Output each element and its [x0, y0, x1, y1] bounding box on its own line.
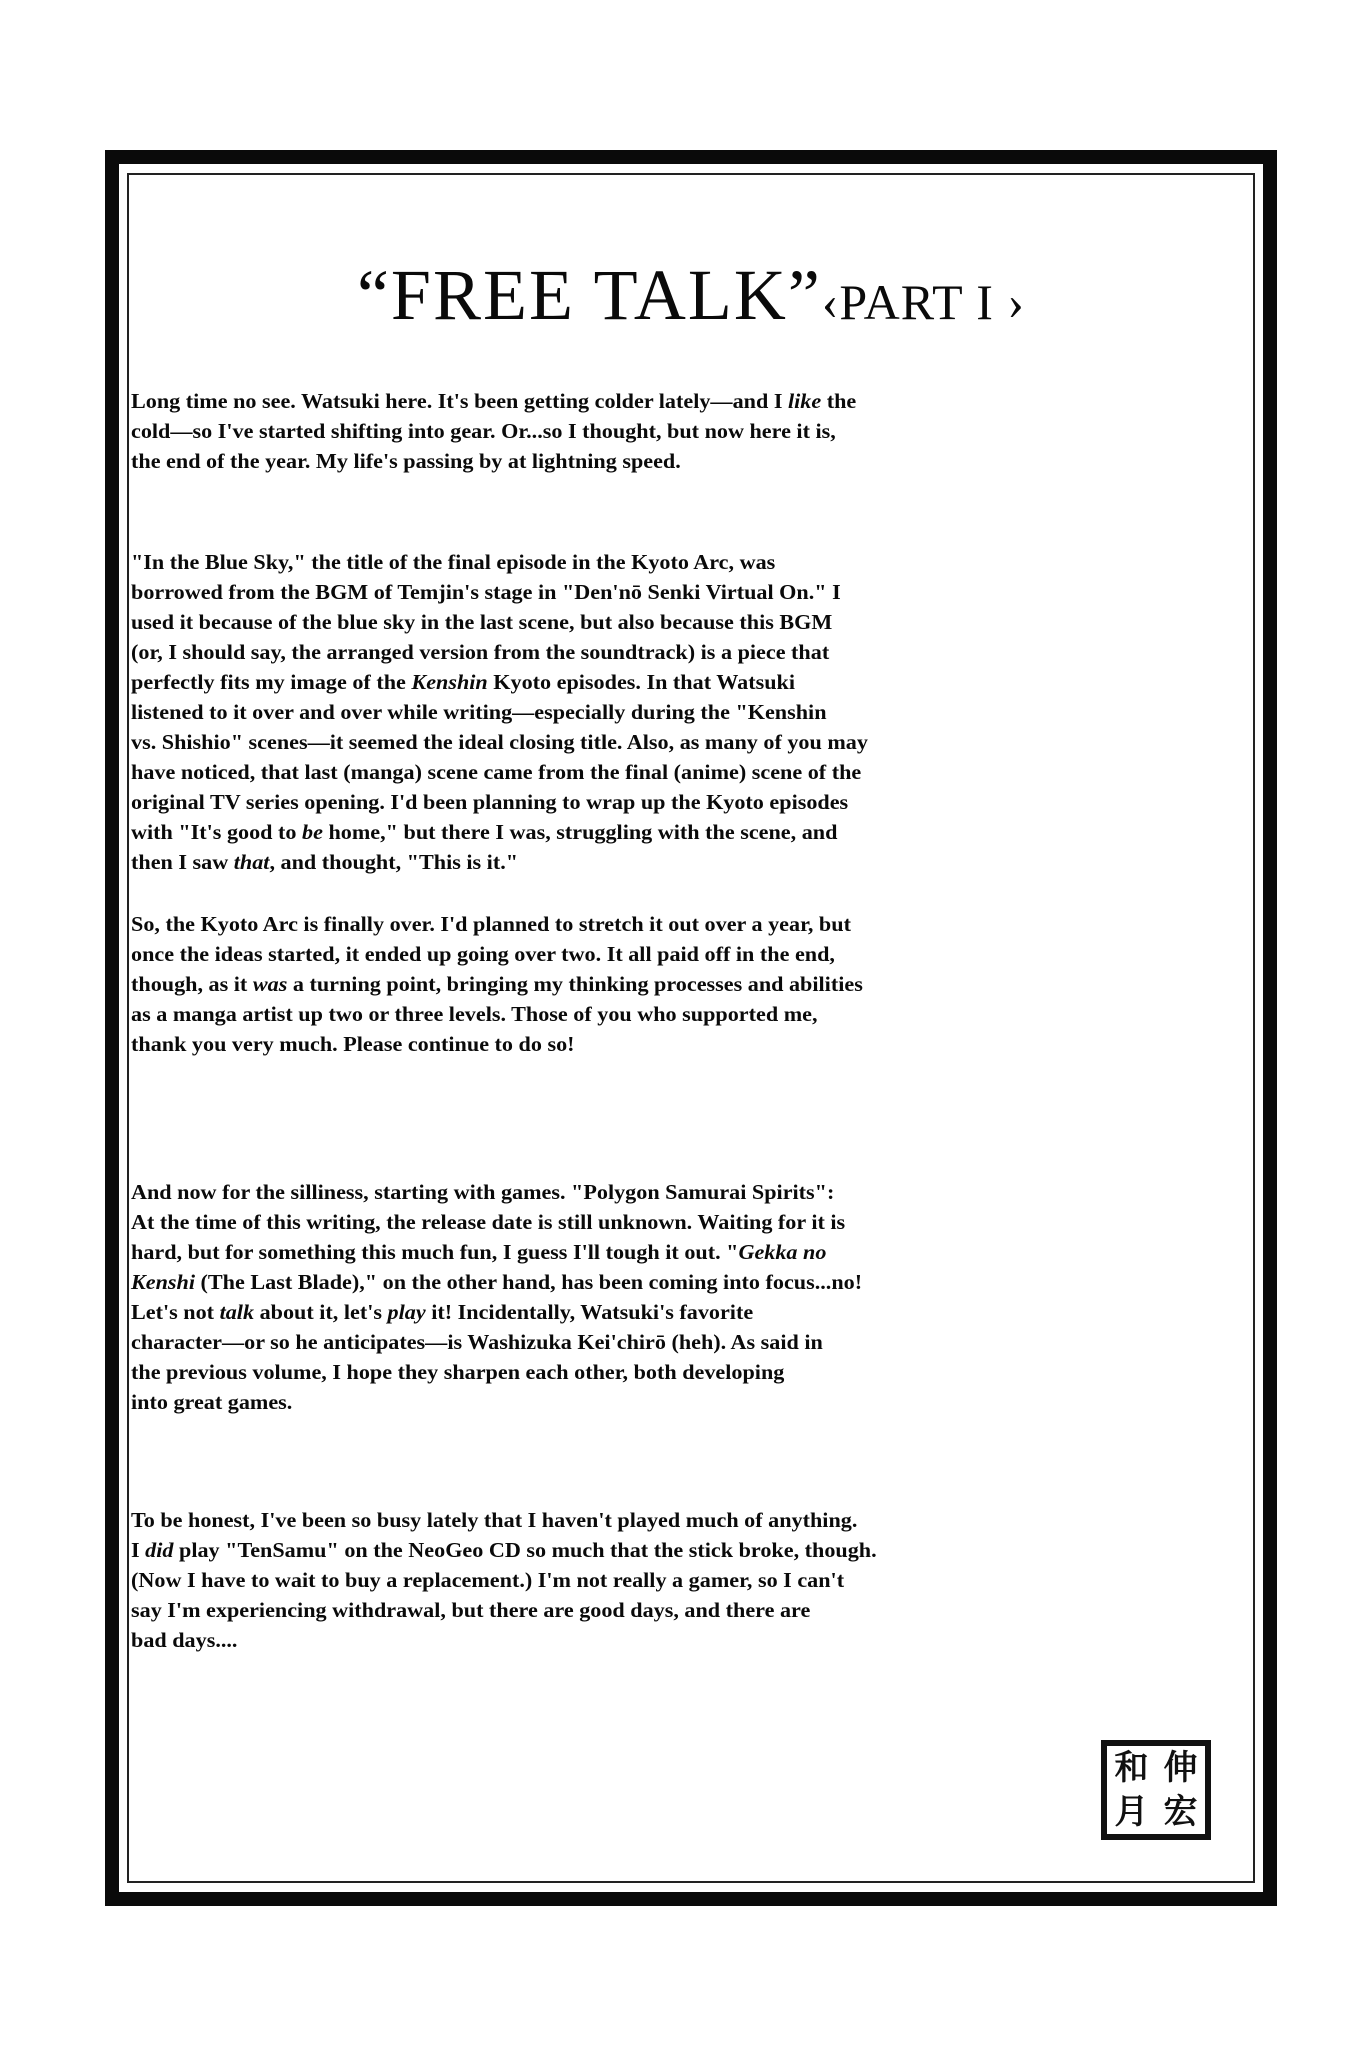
- text-line: [131, 817, 1254, 847]
- text-line: [131, 1029, 1254, 1059]
- emphasis-text: did: [145, 1538, 174, 1562]
- text-line: [131, 1357, 1254, 1387]
- text-segment: (The Last Blade)," on the other hand, has been coming into focus...no!: [195, 1270, 863, 1294]
- text-segment: original TV series opening. I'd been planning to wrap up the Kyoto episodes: [131, 790, 849, 814]
- text-line: [131, 1387, 1254, 1417]
- emphasis-text: was: [252, 972, 288, 996]
- title-part-label: ‹PART I ›: [821, 274, 1026, 330]
- text-segment: bad days....: [131, 1628, 238, 1652]
- text-segment: (Now I have to wait to buy a replacement.) I'm not really a gamer, so I can't: [131, 1568, 845, 1592]
- emphasis-text: play: [387, 1300, 426, 1324]
- text-segment: borrowed from the BGM of Temjin's stage in "Den'nō Senki Virtual On." I: [131, 580, 841, 604]
- text-segment: (or, I should say, the arranged version from the soundtrack) is a piece that: [131, 640, 830, 664]
- text-line: [131, 999, 1254, 1029]
- paragraph-games: [131, 1177, 1254, 1417]
- text-line: [131, 1565, 1254, 1595]
- text-segment: into great games.: [131, 1390, 293, 1414]
- text-line: [131, 637, 1254, 667]
- text-line: [131, 1505, 1254, 1535]
- text-line: [131, 697, 1254, 727]
- text-segment: And now for the silliness, starting with games. "Polygon Samurai Spirits":: [131, 1180, 835, 1204]
- page-title: [119, 254, 1263, 337]
- text-line: [131, 969, 1254, 999]
- text-line: [131, 416, 1254, 446]
- text-line: [131, 386, 1254, 416]
- text-segment: So, the Kyoto Arc is finally over. I'd planned to stretch it out over a year, but: [131, 912, 851, 936]
- text-line: [131, 757, 1254, 787]
- text-line: [131, 1237, 1254, 1267]
- emphasis-text: be: [302, 820, 323, 844]
- text-line: [131, 727, 1254, 757]
- text-segment: then I saw: [131, 850, 234, 874]
- text-line: [131, 577, 1254, 607]
- text-segment: play "TenSamu" on the NeoGeo CD so much that the stick broke, though.: [173, 1538, 877, 1562]
- text-line: [131, 909, 1254, 939]
- text-line: [131, 1327, 1254, 1357]
- paragraph-blue-sky: [131, 547, 1254, 877]
- text-segment: "In the Blue Sky," the title of the final episode in the Kyoto Arc, was: [131, 550, 776, 574]
- page-border-frame: [105, 150, 1277, 1906]
- emphasis-text: talk: [219, 1300, 255, 1324]
- text-segment: once the ideas started, it ended up going over two. It all paid off in the end,: [131, 942, 835, 966]
- text-segment: To be honest, I've been so busy lately that I haven't played much of anything.: [131, 1508, 858, 1532]
- text-segment: have noticed, that last (manga) scene came from the final (anime) scene of the: [131, 760, 862, 784]
- text-line: [131, 847, 1254, 877]
- text-segment: Long time no see. Watsuki here. It's been getting colder lately—and I: [131, 389, 788, 413]
- text-segment: cold—so I've started shifting into gear. Or...so I thought, but now here it is,: [131, 419, 836, 443]
- text-segment: home," but there I was, struggling with the scene, and: [322, 820, 838, 844]
- text-line: [131, 547, 1254, 577]
- text-segment: hard, but for something this much fun, I guess I'll tough it out. ": [131, 1240, 739, 1264]
- text-segment: thank you very much. Please continue to do so!: [131, 1032, 575, 1056]
- emphasis-text: Kenshi: [131, 1270, 196, 1294]
- text-segment: listened to it over and over while writing—especially during the "Kenshin: [131, 700, 827, 724]
- text-segment: used it because of the blue sky in the last scene, but also because this BGM: [131, 610, 833, 634]
- text-line: [131, 607, 1254, 637]
- text-segment: perfectly fits my image of the: [131, 670, 412, 694]
- text-line: [131, 939, 1254, 969]
- emphasis-text: like: [787, 389, 822, 413]
- emphasis-text: Gekka no: [738, 1240, 827, 1264]
- text-segment: Kyoto episodes. In that Watsuki: [487, 670, 795, 694]
- text-line: [131, 787, 1254, 817]
- text-segment: say I'm experiencing withdrawal, but there are good days, and there are: [131, 1598, 811, 1622]
- seal-char: 和: [1114, 1748, 1149, 1788]
- title-free-talk: “FREE TALK”: [356, 255, 822, 335]
- text-line: [131, 1535, 1254, 1565]
- emphasis-text: Kenshin: [411, 670, 488, 694]
- text-line: [131, 1177, 1254, 1207]
- text-segment: character—or so he anticipates—is Washizuka Kei'chirō (heh). As said in: [131, 1330, 823, 1354]
- text-segment: the: [821, 389, 857, 413]
- text-line: [131, 1595, 1254, 1625]
- text-segment: At the time of this writing, the release date is still unknown. Waiting for it is: [131, 1210, 846, 1234]
- text-line: [131, 1297, 1254, 1327]
- text-line: [131, 667, 1254, 697]
- emphasis-text: that: [233, 850, 270, 874]
- paragraph-kyoto-arc-over: [131, 909, 1254, 1059]
- text-segment: , and thought, "This is it.": [269, 850, 519, 874]
- text-segment: vs. Shishio" scenes—it seemed the ideal closing title. Also, as many of you may: [131, 730, 868, 754]
- author-seal-stamp: [1101, 1740, 1211, 1840]
- seal-char: 宏: [1163, 1792, 1198, 1832]
- text-segment: with "It's good to: [131, 820, 303, 844]
- text-segment: a turning point, bringing my thinking processes and abilities: [287, 972, 863, 996]
- text-segment: about it, let's: [254, 1300, 388, 1324]
- seal-char: 月: [1114, 1792, 1149, 1832]
- text-line: [131, 446, 1254, 476]
- paragraph-busy: [131, 1505, 1254, 1655]
- text-line: [131, 1625, 1254, 1655]
- text-segment: the previous volume, I hope they sharpen each other, both developing: [131, 1360, 785, 1384]
- text-segment: as a manga artist up two or three levels. Those of you who supported me,: [131, 1002, 818, 1026]
- text-line: [131, 1207, 1254, 1237]
- text-segment: the end of the year. My life's passing by at lightning speed.: [131, 449, 681, 473]
- text-segment: it! Incidentally, Watsuki's favorite: [425, 1300, 754, 1324]
- seal-char: 伸: [1163, 1748, 1198, 1788]
- text-segment: though, as it: [131, 972, 253, 996]
- text-line: [131, 1267, 1254, 1297]
- text-segment: Let's not: [131, 1300, 220, 1324]
- text-segment: I: [131, 1538, 146, 1562]
- paragraph-intro: [131, 386, 1254, 476]
